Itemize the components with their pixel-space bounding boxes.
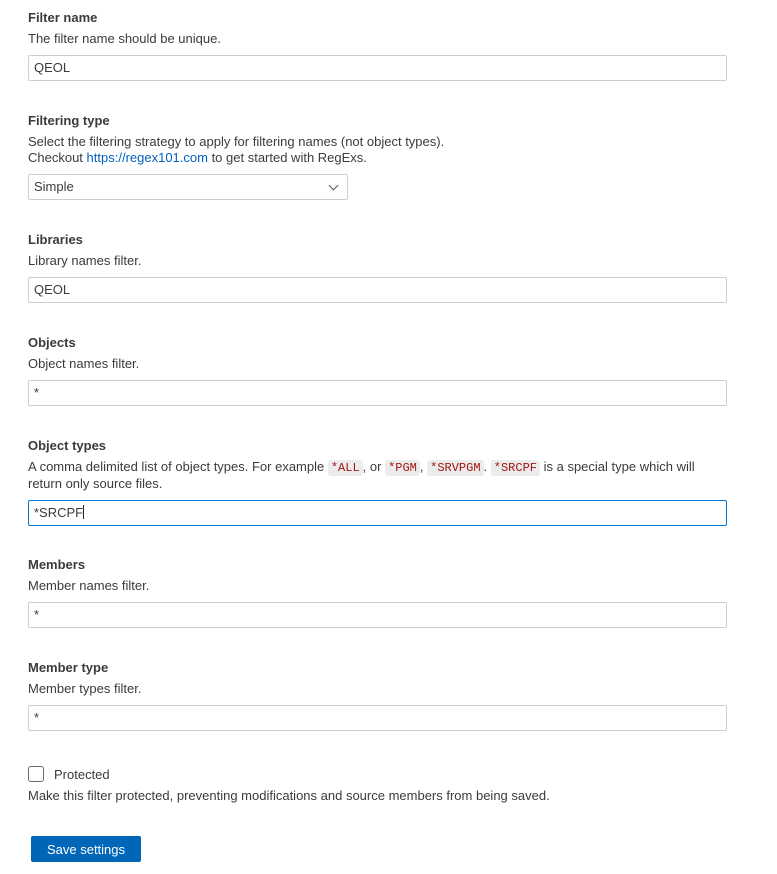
object-types-desc-text: . (483, 459, 491, 474)
object-types-section (28, 438, 727, 526)
filtering-type-description (28, 134, 727, 166)
members-description: Member names filter. (28, 578, 150, 593)
libraries-description: Library names filter. (28, 253, 142, 268)
objects-section (28, 335, 727, 406)
text-caret (83, 505, 84, 519)
object-types-desc-text: A comma delimited list of object types. For example (28, 459, 328, 474)
filtering-type-select[interactable] (28, 174, 348, 200)
member-type-label: Member type (28, 660, 109, 675)
member-type-section (28, 660, 727, 731)
protected-row (28, 766, 727, 782)
code-pgm: *PGM (385, 460, 420, 476)
checkout-prefix: Checkout (28, 150, 87, 165)
member-type-input[interactable]: * (28, 705, 727, 731)
object-types-label: Object types (28, 438, 107, 453)
protected-description: Make this filter protected, preventing modifications and source members from being saved. (28, 788, 550, 803)
chevron-down-icon (329, 181, 339, 191)
code-srvpgm: *SRVPGM (427, 460, 483, 476)
protected-label: Protected (54, 766, 110, 782)
members-section (28, 557, 727, 628)
regex101-link[interactable]: https://regex101.com (86, 150, 208, 165)
filter-name-label: Filter name (28, 10, 98, 25)
filtering-type-label: Filtering type (28, 113, 110, 128)
filter-name-section (28, 10, 727, 81)
objects-description: Object names filter. (28, 356, 140, 371)
objects-label: Objects (28, 335, 76, 350)
filter-name-input[interactable]: QEOL (28, 55, 727, 81)
filter-name-description: The filter name should be unique. (28, 31, 221, 46)
members-label: Members (28, 557, 86, 572)
libraries-input[interactable]: QEOL (28, 277, 727, 303)
object-types-description (28, 459, 727, 492)
filtering-type-selected: Simple (34, 179, 74, 194)
objects-input[interactable]: * (28, 380, 727, 406)
code-srcpf: *SRCPF (491, 460, 540, 476)
object-types-input[interactable] (28, 500, 727, 526)
object-types-desc-text: , (419, 459, 428, 474)
libraries-label: Libraries (28, 232, 83, 247)
checkout-suffix: to get started with RegExs. (207, 150, 367, 165)
filtering-type-section (28, 113, 727, 200)
object-types-value: *SRCPF (34, 505, 84, 520)
save-settings-button[interactable]: Save settings (31, 836, 141, 862)
protected-section (28, 766, 727, 804)
filtering-type-desc-line1: Select the filtering strategy to apply for filtering names (not object types). (28, 134, 445, 149)
libraries-section (28, 232, 727, 303)
member-type-description: Member types filter. (28, 681, 142, 696)
members-input[interactable]: * (28, 602, 727, 628)
code-all: *ALL (328, 460, 363, 476)
object-types-desc-text: , or (362, 459, 386, 474)
object-types-desc-text: is a special type which will return only source files. (28, 459, 695, 491)
protected-checkbox[interactable] (28, 766, 44, 782)
